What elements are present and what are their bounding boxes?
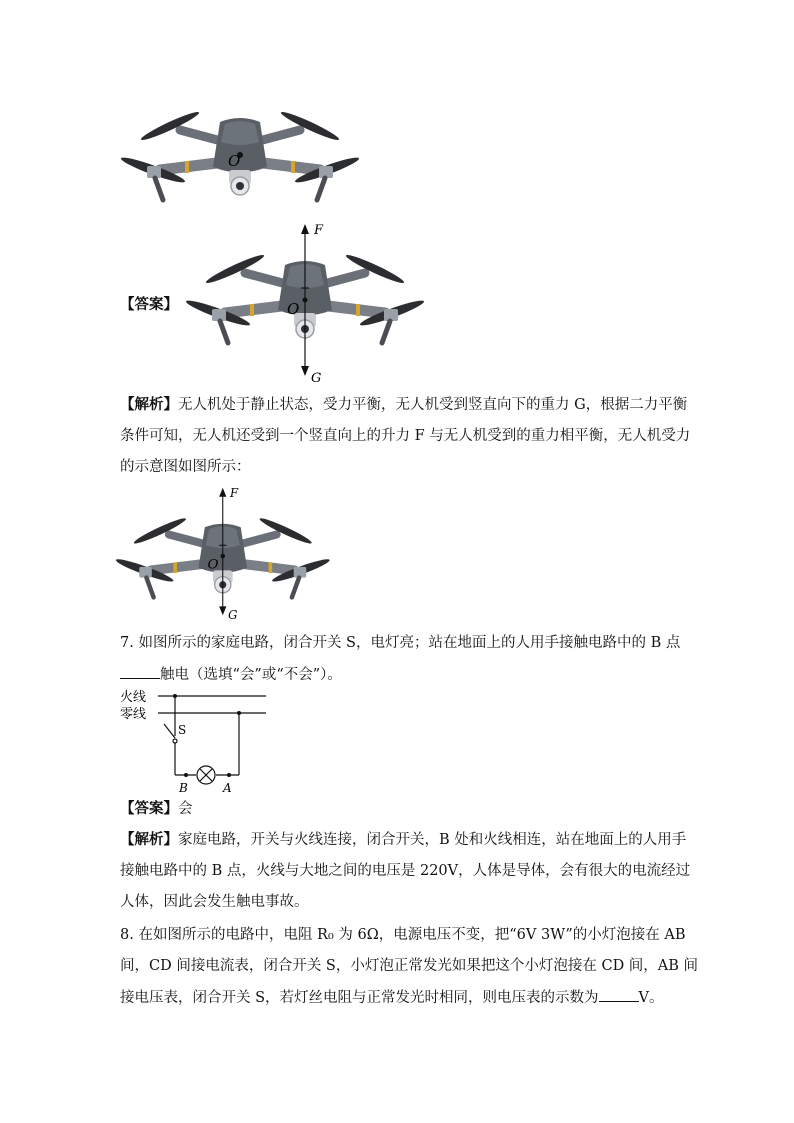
household-circuit-diagram [118, 686, 278, 798]
analysis1-line2: 条件可知，无人机还受到一个竖直向上的升力 F 与无人机受到的重力相平衡，无人机受力 [120, 428, 691, 444]
point-a-label: A [223, 781, 232, 795]
analysis7-line3: 人体，因此会发生触电事故。 [120, 894, 309, 910]
force-f-label: F [229, 485, 239, 500]
point-b-label: B [179, 781, 188, 795]
answer7: 【答案】会 [120, 800, 193, 817]
point-o-label: O [207, 557, 219, 573]
point-o-label: O [228, 152, 241, 170]
drone-force-diagram-2 [115, 482, 335, 622]
q8-line2: 间，CD 间接电流表，闭合开关 S，小灯泡正常发光如果把这个小灯泡接在 CD 间，AB 间 [120, 958, 699, 974]
analysis7-line1: 【解析】家庭电路，开关与火线连接，闭合开关，B 处和火线相连，站在地面上的人用手 [120, 831, 687, 848]
q8-line3: 接电压表，闭合开关 S，若灯丝电阻与正常发光时相同，则电压表的示数为 V。 [120, 987, 664, 1008]
analysis7-line2: 接触电路中的 B 点，火线与大地之间的电压是 220V，人体是导体，会有很大的电流经过 [120, 863, 691, 879]
switch-s [164, 724, 175, 738]
answer-label: 【答案】 [120, 296, 178, 313]
neutral-wire-label: 零线 [120, 707, 147, 722]
drone-force-diagram [175, 220, 425, 390]
answer-blank[interactable] [599, 987, 639, 1002]
switch-label: S [178, 723, 187, 737]
answer-blank[interactable] [120, 664, 160, 679]
drone-figure-1 [120, 100, 360, 215]
force-g-label: G [311, 371, 322, 386]
analysis1-line1: 【解析】无人机处于静止状态，受力平衡，无人机受到竖直向下的重力 G，根据二力平衡 [120, 396, 688, 413]
analysis1-line3: 的示意图如图所示： [120, 459, 251, 475]
q8-line1: 8. 在如图所示的电路中，电阻 R₀ 为 6Ω，电源电压不变，把“6V 3W”的小灯泡接在 AB [120, 927, 686, 943]
q7-stem-line2: 触电（选填“会”或“不会”）。 [120, 664, 342, 685]
q7-stem-line1: 7. 如图所示的家庭电路，闭合开关 S，电灯亮；站在地面上的人用手接触电路中的 B 点 [120, 635, 681, 651]
force-g-label: G [228, 607, 238, 622]
point-o-label: O [287, 300, 300, 318]
live-wire-label: 火线 [120, 690, 147, 705]
force-f-label: F [314, 223, 324, 238]
